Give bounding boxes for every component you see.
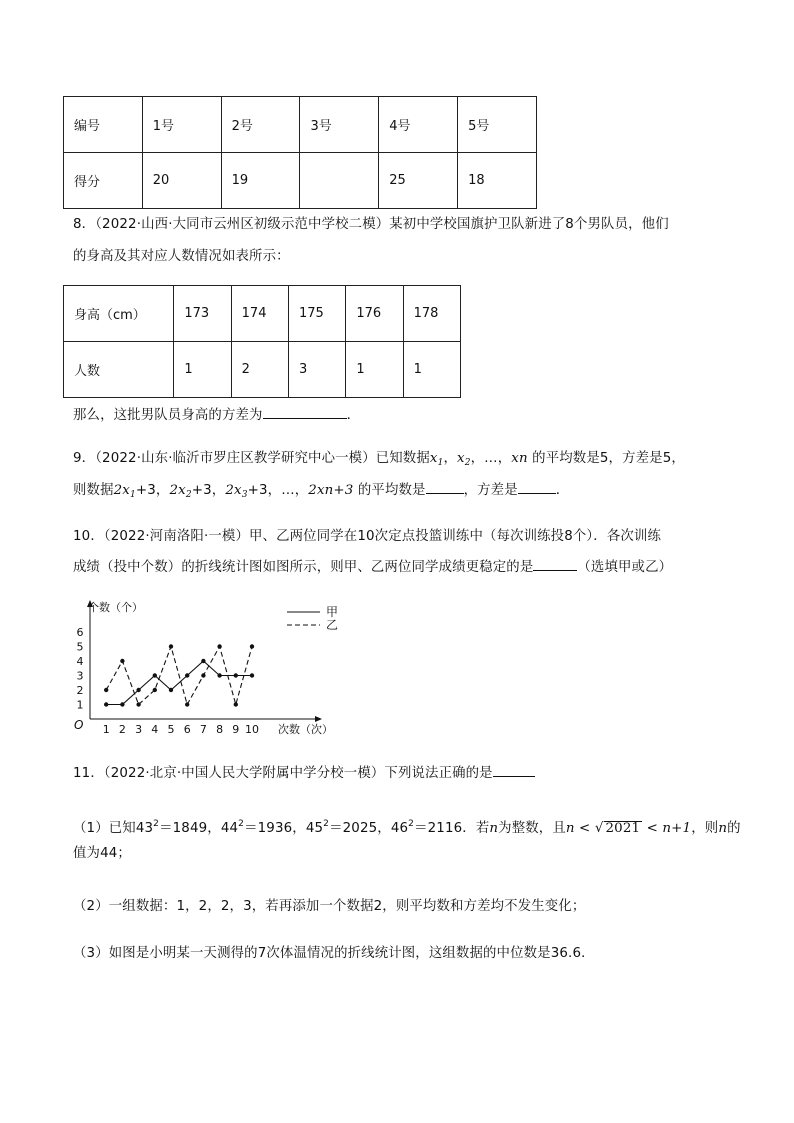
table-cell: 173 [174, 286, 231, 342]
s1-a: （1）已知43 [73, 821, 154, 836]
s1-e: ＝2116．若 [414, 821, 490, 836]
table-cell: 1 [174, 342, 231, 398]
var-n: n [718, 821, 728, 836]
data-point [201, 659, 205, 663]
sub-2: 2 [464, 458, 471, 468]
sub-1: 1 [437, 458, 444, 468]
table-cell: 身高（cm） [64, 286, 174, 342]
x-tick-label: 9 [232, 723, 240, 736]
s1-h: 的 [727, 821, 741, 836]
y-axis-title: 个数（个） [88, 601, 143, 614]
line-chart [60, 596, 360, 746]
table-cell: 5号 [458, 97, 537, 153]
q9-line2 [73, 477, 569, 509]
table-cell: 18 [458, 153, 537, 209]
x-tick-label: 6 [183, 723, 191, 736]
superscript: 2 [323, 819, 330, 829]
data-point [185, 673, 189, 677]
y-tick-label: 3 [76, 669, 84, 683]
table-cell: 175 [288, 286, 345, 342]
expr-3: 2x [225, 483, 242, 498]
data-point [217, 644, 221, 648]
legend-label: 乙 [326, 618, 339, 632]
data-point [153, 688, 157, 692]
table-cell: 4号 [379, 97, 458, 153]
table-cell: 3 [288, 342, 345, 398]
data-point [234, 702, 238, 706]
legend-label: 甲 [326, 605, 339, 619]
s1-d: ＝2025，46 [329, 821, 409, 836]
q8-after-text: 那么，这批男队员身高的方差为 [73, 408, 263, 423]
var-x1: x [429, 451, 438, 466]
table-cell: 人数 [64, 342, 174, 398]
expr-1-tail: +3， [135, 483, 170, 498]
sqrt-radicand: 2021 [605, 821, 641, 836]
table-cell: 1号 [142, 97, 221, 153]
x-tick-label: 8 [216, 723, 224, 736]
table-cell: 1 [403, 342, 460, 398]
data-point [104, 702, 108, 706]
data-point [169, 688, 173, 692]
s1-c: ＝1936，45 [244, 821, 324, 836]
sqrt-icon: √ [594, 821, 604, 836]
q11-s3: （3）如图是小明某一天测得的7次体温情况的折线统计图，这组数据的中位数是36.6． [73, 946, 595, 961]
table-cell: 2号 [221, 97, 300, 153]
q10-line2 [73, 554, 672, 582]
table-cell: 3号 [300, 97, 379, 153]
data-point [104, 688, 108, 692]
data-point [136, 688, 140, 692]
data-point [153, 673, 157, 677]
data-point [250, 673, 254, 677]
sub-2: 2 [185, 490, 192, 500]
q9-l2d: ． [555, 483, 570, 498]
table-cell [300, 153, 379, 209]
q9-line1: 9．（2022·山东·临沂市罗庄区教学研究中心一模）已知数据$x_1$，$x_2$，…，xn 的平均数是5，方差是5， [73, 451, 685, 468]
answer-blank[interactable] [263, 404, 347, 419]
sub-3: 3 [241, 490, 248, 500]
data-point [120, 659, 124, 663]
superscript: 2 [408, 819, 415, 829]
s1-f: 为整数，且 [498, 821, 566, 836]
y-tick-label: 4 [76, 655, 84, 668]
answer-blank[interactable] [493, 762, 535, 777]
table-cell: 2 [231, 342, 288, 398]
sub-1: 1 [130, 490, 136, 500]
q9-dots: ，…， [470, 451, 512, 466]
data-point [185, 702, 189, 706]
q9-prefix: 9．（2022·山东·临沂市罗庄区教学研究中心一模）已知数据 [73, 451, 430, 466]
table-cell: 1 [346, 342, 403, 398]
table-cell: 176 [346, 286, 403, 342]
superscript: 2 [153, 819, 160, 829]
q11-title: 11．（2022·北京·中国人民大学附属中学分校一模）下列说法正确的是 [73, 766, 493, 781]
origin-label: O [74, 718, 84, 732]
q9-l2c: ，方差是 [463, 483, 518, 498]
x-tick-label: 1 [102, 723, 110, 736]
q8-answer-line [73, 402, 360, 430]
table-cell: 174 [231, 286, 288, 342]
s1-b: ＝1849，44 [159, 821, 239, 836]
expr-2-tail: +3， [191, 483, 226, 498]
var-n: n [565, 821, 575, 836]
table-cell: 25 [379, 153, 458, 209]
x-tick-label: 5 [167, 723, 175, 736]
var-xn: xn [511, 451, 528, 466]
expr-1: 2x [113, 483, 130, 498]
table-cell: 得分 [64, 153, 143, 209]
height-table [63, 285, 461, 398]
superscript: 2 [238, 819, 245, 829]
q11-s2: （2）一组数据：1，2，2，3，若再添加一个数据2，则平均数和方差均不发生变化； [73, 899, 586, 914]
data-point [136, 702, 140, 706]
q8-line2: 的身高及其对应人数情况如表所示： [73, 249, 290, 264]
table-cell: 178 [403, 286, 460, 342]
lt-sign: < [574, 821, 595, 836]
data-point [217, 673, 221, 677]
y-tick-label: 5 [76, 640, 84, 654]
x-tick-label: 3 [135, 723, 143, 736]
x-axis-arrow-icon [315, 716, 322, 722]
q9-l2b: 的平均数是 [357, 483, 426, 498]
expr-3-tail: +3，…， [247, 483, 309, 498]
expr-n: 2xn+3 [308, 483, 354, 498]
score-table [63, 96, 537, 209]
table-cell: 20 [142, 153, 221, 209]
q9-l2a: 则数据 [73, 483, 114, 498]
var-n: n [489, 821, 499, 836]
x-tick-label: 10 [245, 723, 259, 736]
answer-blank[interactable] [426, 479, 464, 494]
n-plus-1: n+1 [662, 821, 692, 836]
q10-line2b: （选填甲或乙） [577, 560, 673, 575]
q10-line1: 10．（2022·河南洛阳·一模）甲、乙两位同学在10次定点投篮训练中（每次训练投8个）．各次训练 [73, 529, 661, 544]
q8-end: ． [346, 408, 361, 423]
data-point [201, 673, 205, 677]
y-tick-label: 1 [76, 698, 84, 712]
x-tick-label: 7 [199, 723, 207, 736]
q11-s1-line2: 值为44； [73, 846, 131, 861]
answer-blank[interactable] [533, 556, 577, 571]
data-point [250, 644, 254, 648]
var-x2: x [457, 451, 465, 466]
data-point [234, 673, 238, 677]
expr-2: 2x [169, 483, 186, 498]
s1-g: ，则 [691, 821, 719, 836]
y-tick-label: 6 [76, 626, 84, 639]
q11-line1 [73, 760, 535, 788]
q9-suffix: 的平均数是5，方差是5， [532, 451, 685, 466]
q8-line1: 8．（2022·山西·大同市云州区初级示范中学校二模）某初中学校国旗护卫队新进了8个男队员，他们 [73, 217, 669, 232]
table-cell: 19 [221, 153, 300, 209]
q11-s1-line1 [73, 810, 741, 843]
lt-sign: < [642, 821, 663, 836]
x-tick-label: 2 [118, 723, 126, 736]
q10-line2a: 成绩（投中个数）的折线统计图如图所示，则甲、乙两位同学成绩更稳定的是 [73, 560, 534, 575]
x-tick-label: 4 [151, 723, 159, 736]
data-point [169, 644, 173, 648]
answer-blank[interactable] [518, 479, 556, 494]
table-cell: 编号 [64, 97, 143, 153]
y-tick-label: 2 [76, 684, 84, 697]
data-point [120, 702, 124, 706]
x-axis-title: 次数（次） [278, 723, 333, 736]
